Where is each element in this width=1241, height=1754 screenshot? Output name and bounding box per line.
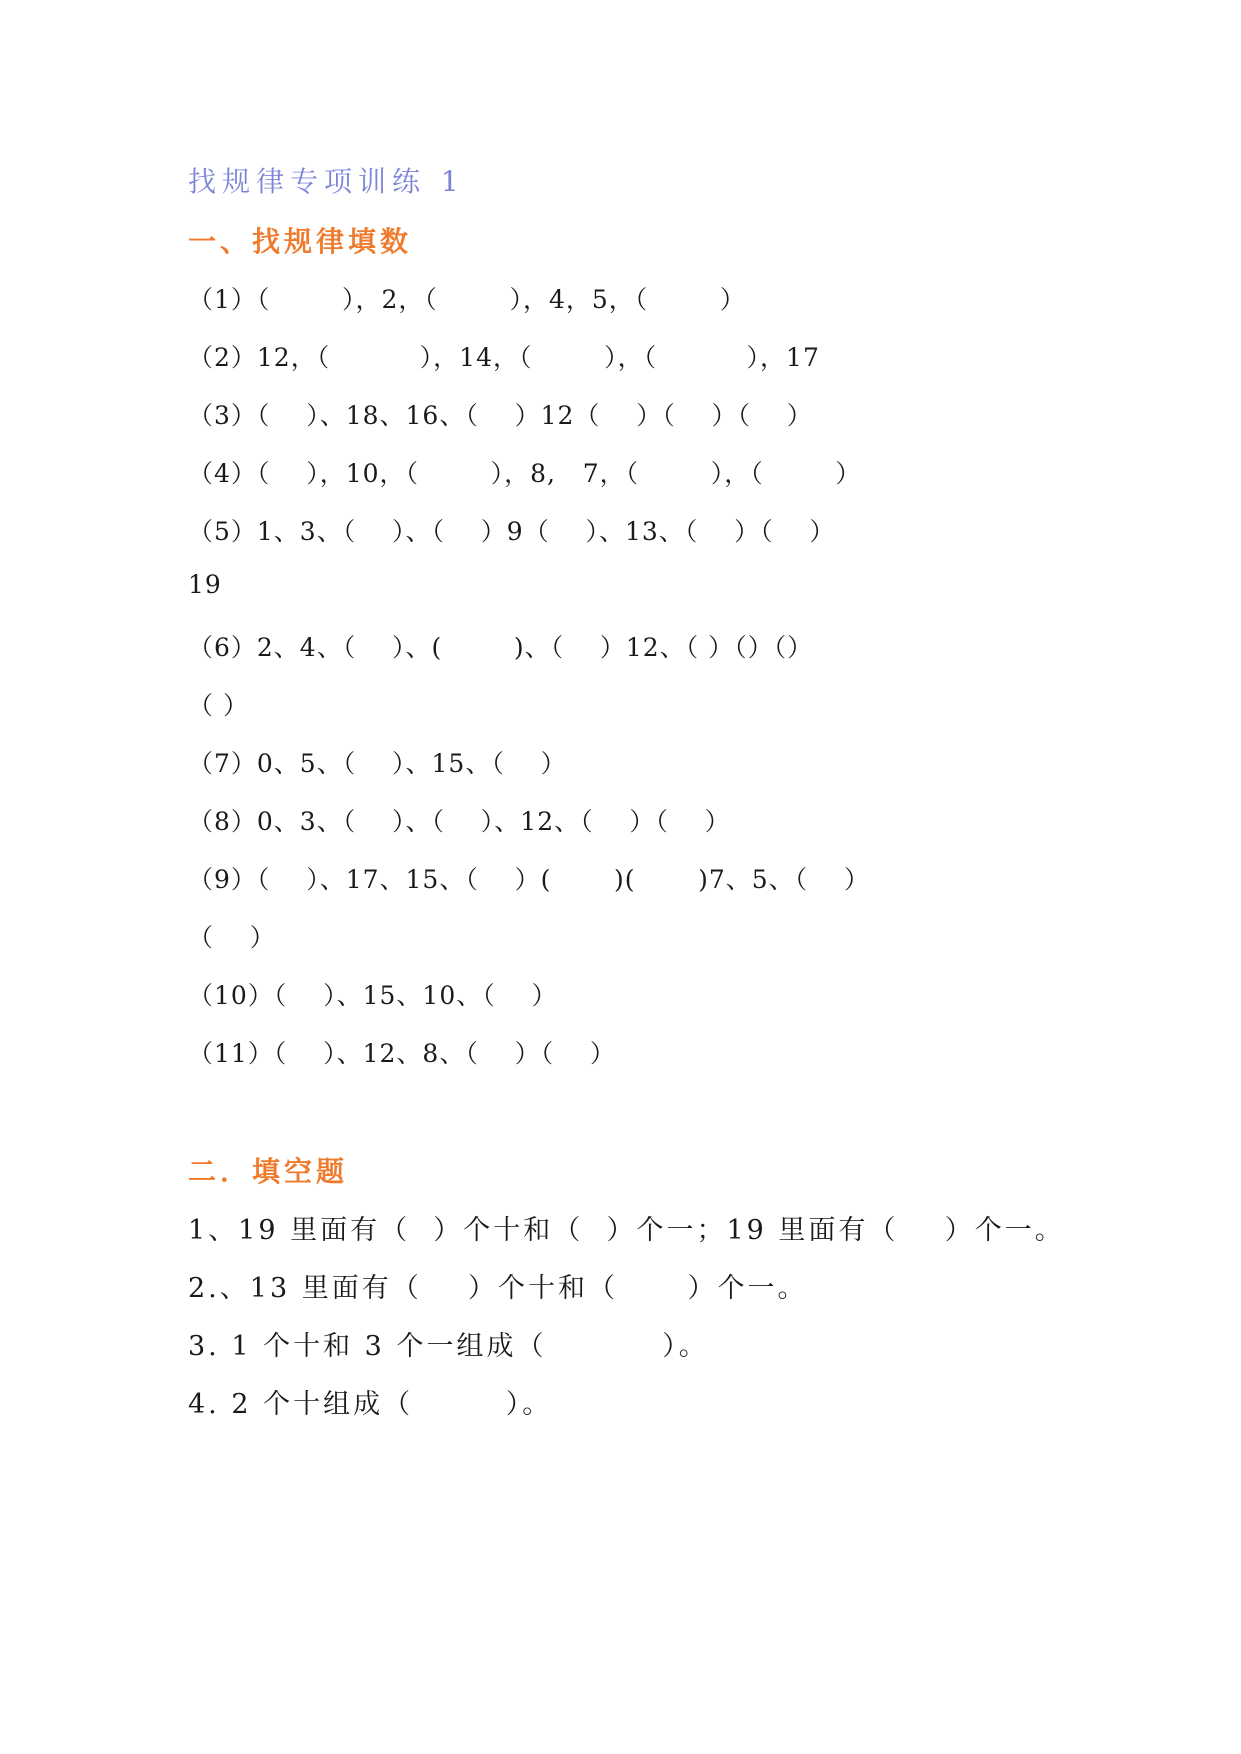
exercise-line-9-continued: （ ）	[188, 923, 276, 952]
question-line-1: 1、19 里面有（ ）个十和（ ）个一；19 里面有（ ）个一。	[188, 1215, 1065, 1246]
question-line-4: 4. 2 个十组成（ ）。	[188, 1389, 553, 1420]
exercise-line-11: （11）（ ）、12、8、（ ）（ ）	[188, 1039, 616, 1068]
exercise-line-5: （5）1、3、（ ）、（ ）9（ ）、13、（ ）（ ）	[188, 517, 836, 546]
exercise-line-1: （1）（ ），2，（ ），4，5，（ ）	[188, 285, 746, 314]
exercise-line-2: （2）12，（ ），14，（ ），（ ），17	[188, 343, 820, 372]
exercise-line-4: （4）（ ），10，（ ），8, 7，（ ），（ ）	[188, 459, 862, 488]
exercise-line-3: （3）（ ）、18、16、（ ）12（ ）（ ）（ ）	[188, 401, 813, 430]
exercise-line-9: （9）（ ）、17、15、（ ）( )( )7、5、（ ）	[188, 865, 870, 894]
exercise-line-6-continued: （ ）	[188, 691, 249, 720]
question-line-2: 2.、13 里面有（ ）个十和（ ）个一。	[188, 1273, 808, 1304]
section-heading-fill-pattern: 一、找规律填数	[188, 225, 413, 258]
question-line-3: 3. 1 个十和 3 个一组成（ ）。	[188, 1331, 709, 1362]
exercise-line-10: （10）（ ）、15、10、（ ）	[188, 981, 558, 1010]
exercise-line-7: （7）0、5、（ ）、15、（ ）	[188, 749, 567, 778]
worksheet-title: 找规律专项训练 1	[188, 165, 465, 198]
exercise-line-5-continued: 19	[188, 570, 222, 599]
exercise-line-8: （8）0、3、（ ）、（ ）、12、（ ）（ ）	[188, 807, 731, 836]
section-heading-fill-blank: 二．填空题	[188, 1155, 349, 1188]
exercise-line-6: （6）2、4、（ ）、( )、（ ）12、（ ）（）（）	[188, 633, 814, 662]
